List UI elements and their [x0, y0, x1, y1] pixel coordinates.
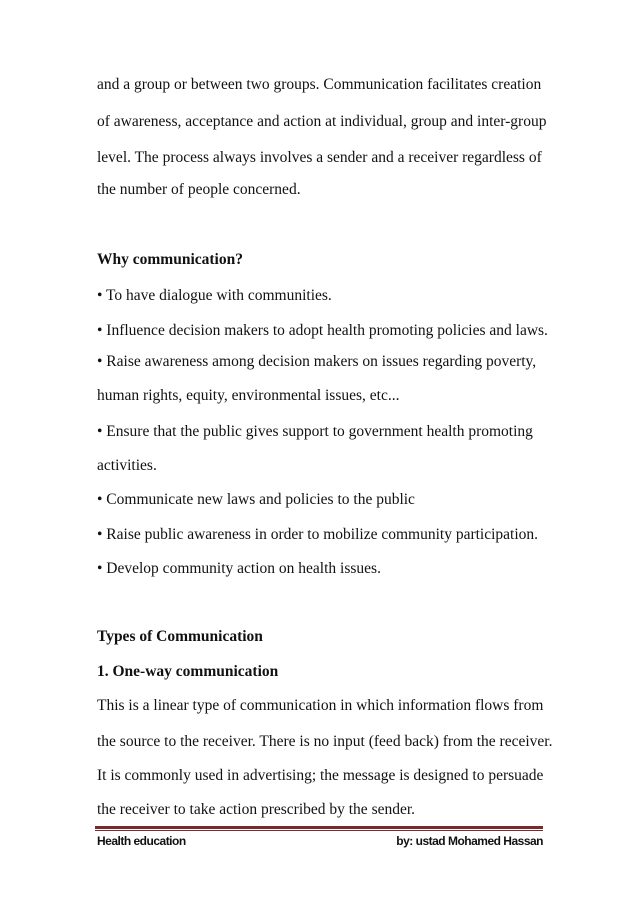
section-heading-why-communication: Why communication? [97, 251, 243, 268]
bullet-line: human rights, equity, environmental issues, etc... [97, 387, 400, 404]
footer-title: Health education [97, 834, 186, 848]
bullet-line: • Raise public awareness in order to mobilize community participation. [97, 526, 539, 543]
bullet-line: • Develop community action on health issues. [97, 560, 381, 577]
paragraph-line: the number of people concerned. [97, 181, 301, 198]
footer-divider [95, 826, 543, 829]
paragraph-line: the source to the receiver. There is no input (feed back) from the receiver. [97, 733, 553, 750]
subheading-one-way-communication: 1. One-way communication [97, 663, 279, 680]
paragraph-line: It is commonly used in advertising; the message is designed to persuade [97, 767, 544, 784]
footer-author: by: ustad Mohamed Hassan [396, 834, 543, 848]
bullet-line: • Ensure that the public gives support to government health promoting [97, 423, 533, 440]
bullet-line: • To have dialogue with communities. [97, 287, 332, 304]
paragraph-line: This is a linear type of communication in which information flows from [97, 697, 544, 714]
page-footer [95, 834, 543, 852]
bullet-line: • Influence decision makers to adopt health promoting policies and laws. [97, 322, 548, 339]
section-heading-types-of-communication: Types of Communication [97, 628, 263, 645]
footer-divider-thin [95, 830, 543, 831]
paragraph-line: level. The process always involves a sender and a receiver regardless of [97, 149, 542, 166]
paragraph-line: the receiver to take action prescribed by the sender. [97, 801, 416, 818]
paragraph-line: and a group or between two groups. Communication facilitates creation [97, 76, 542, 93]
paragraph-line: of awareness, acceptance and action at individual, group and inter-group [97, 113, 547, 130]
bullet-line: • Raise awareness among decision makers on issues regarding poverty, [97, 353, 537, 370]
bullet-line: • Communicate new laws and policies to the public [97, 491, 415, 508]
bullet-line: activities. [97, 457, 157, 474]
